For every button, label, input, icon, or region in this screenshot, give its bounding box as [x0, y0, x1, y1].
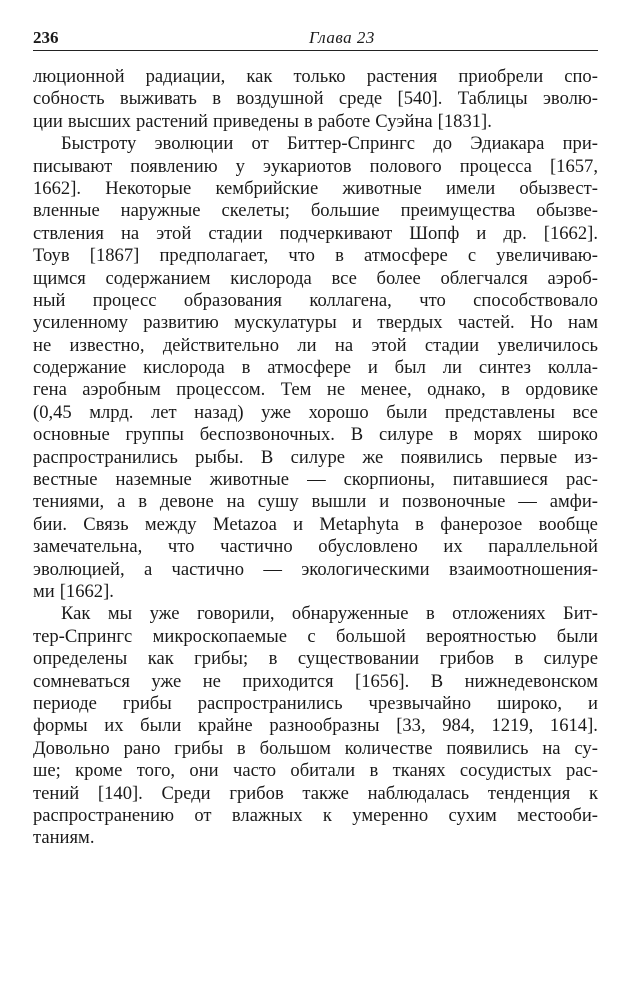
- body-text: [33, 66, 598, 850]
- text-line: распространению от влажных к умеренно сухим местооби-: [33, 804, 598, 826]
- text-line: ции высших растений приведены в работе Суэйна [1831].: [33, 110, 492, 132]
- text-line: ный процесс образования коллагена, что способствовало: [33, 289, 598, 311]
- text-line: усиленному развитию мускулатуры и твердых частей. Но нам: [33, 312, 598, 334]
- text-line: собность выживать в воздушной среде [540]. Таблицы эволю-: [33, 88, 598, 110]
- page-header: [33, 24, 598, 51]
- text-line: содержание кислорода в атмосфере и был ли синтез колла-: [33, 357, 598, 379]
- text-line: ше; кроме того, они часто обитали в тканях сосудистых рас-: [33, 760, 598, 782]
- text-line: ствления на этой стадии подчеркивают Шопф и др. [1662].: [33, 222, 598, 244]
- text-line: основные группы беспозвоночных. В силуре в морях широко: [33, 424, 598, 446]
- text-line: ми [1662].: [33, 580, 114, 602]
- text-line: (0,45 млрд. лет назад) уже хорошо были представлены все: [33, 401, 598, 423]
- text-line: вленные наружные скелеты; большие преимущества обызве-: [33, 200, 598, 222]
- text-line: таниям.: [33, 827, 95, 849]
- text-line: Как мы уже говорили, обнаруженные в отложениях Бит-: [61, 603, 598, 625]
- text-line: бии. Связь между Metazoa и Metaphyta в фанерозое вообще: [33, 513, 598, 535]
- text-line: распространились рыбы. В силуре же появились первые из-: [33, 446, 598, 468]
- text-line: формы их были крайне разнообразны [33, 984, 1219, 1614].: [33, 715, 598, 737]
- paragraph: [33, 133, 598, 603]
- text-line: не известно, действительно ли на этой стадии увеличилось: [33, 334, 598, 356]
- text-line: 1662]. Некоторые кембрийские животные имели обызвест-: [33, 177, 598, 199]
- text-line: тениями, а в девоне на сушу вышли и позвоночные — амфи-: [33, 491, 598, 513]
- text-line: периоде грибы распространились чрезвычайно широко, и: [33, 692, 598, 714]
- text-line: эволюцией, а частично — экологическими взаимоотношения-: [33, 558, 598, 580]
- text-line: Довольно рано грибы в большом количестве появились на су-: [33, 737, 598, 759]
- text-line: вестные наземные животные — скорпионы, питавшиеся рас-: [33, 469, 598, 491]
- text-line: писывают появлению у эукариотов полового процесса [1657,: [33, 155, 598, 177]
- paragraph: [33, 603, 598, 849]
- text-line: щимся содержанием кислорода все более облегчался аэроб-: [33, 267, 598, 289]
- text-line: определены как грибы; в существовании грибов в силуре: [33, 648, 598, 670]
- running-head: Глава 23: [309, 28, 375, 47]
- paragraph: [33, 66, 598, 133]
- text-line: тер-Спрингс микроскопаемые с большой вероятностью были: [33, 625, 598, 647]
- text-line: тений [140]. Среди грибов также наблюдалась тенденция к: [33, 782, 598, 804]
- text-line: сомневаться уже не приходится [1656]. В нижнедевонском: [33, 670, 598, 692]
- book-page: [33, 24, 598, 850]
- text-line: люционной радиации, как только растения приобрели спо-: [33, 66, 598, 87]
- text-line: Тоув [1867] предполагает, что в атмосфере с увеличиваю-: [33, 245, 598, 267]
- text-line: гена аэробным процессом. Тем не менее, однако, в ордовике: [33, 379, 598, 401]
- text-line: Быстроту эволюции от Биттер-Спрингс до Эдиакара при-: [61, 133, 598, 155]
- text-line: замечательна, что частично обусловлено их параллельной: [33, 536, 598, 558]
- page-number: 236: [33, 28, 59, 47]
